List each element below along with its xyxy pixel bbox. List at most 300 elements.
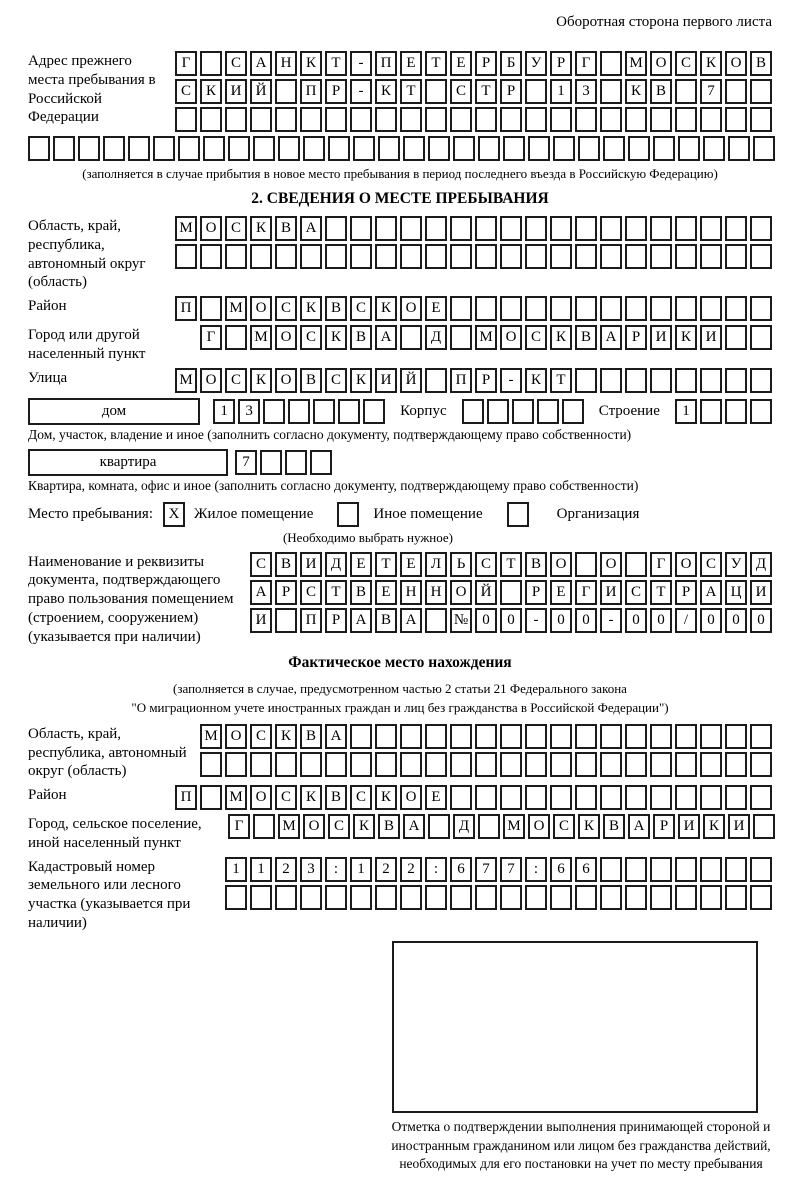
- char-cell[interactable]: [675, 885, 697, 910]
- char-cell[interactable]: [400, 107, 422, 132]
- char-cell[interactable]: [500, 724, 522, 749]
- char-cell[interactable]: [425, 724, 447, 749]
- char-cell[interactable]: В: [350, 325, 372, 350]
- char-cell[interactable]: [625, 296, 647, 321]
- char-cell[interactable]: [503, 136, 525, 161]
- char-cell[interactable]: К: [200, 79, 222, 104]
- char-cell[interactable]: [500, 107, 522, 132]
- char-cell[interactable]: [313, 399, 335, 424]
- char-cell[interactable]: [53, 136, 75, 161]
- char-cell[interactable]: [475, 296, 497, 321]
- char-cell[interactable]: [453, 136, 475, 161]
- char-cell[interactable]: [600, 296, 622, 321]
- char-cell[interactable]: С: [553, 814, 575, 839]
- char-cell[interactable]: С: [450, 79, 472, 104]
- char-cell[interactable]: Р: [653, 814, 675, 839]
- char-cell[interactable]: [200, 244, 222, 269]
- char-cell[interactable]: [525, 296, 547, 321]
- char-cell[interactable]: И: [750, 580, 772, 605]
- char-cell[interactable]: [350, 244, 372, 269]
- char-cell[interactable]: [575, 552, 597, 577]
- char-cell[interactable]: [253, 814, 275, 839]
- char-cell[interactable]: [425, 368, 447, 393]
- char-cell[interactable]: Д: [453, 814, 475, 839]
- char-cell[interactable]: [625, 857, 647, 882]
- char-cell[interactable]: [450, 244, 472, 269]
- char-cell[interactable]: [600, 107, 622, 132]
- char-cell[interactable]: 0: [650, 608, 672, 633]
- char-cell[interactable]: [425, 244, 447, 269]
- char-cell[interactable]: Е: [400, 51, 422, 76]
- char-cell[interactable]: [310, 450, 332, 475]
- char-cell[interactable]: [250, 752, 272, 777]
- char-cell[interactable]: [725, 724, 747, 749]
- char-cell[interactable]: [375, 724, 397, 749]
- char-cell[interactable]: Й: [250, 79, 272, 104]
- char-cell[interactable]: А: [250, 580, 272, 605]
- char-cell[interactable]: [675, 107, 697, 132]
- char-cell[interactable]: [600, 244, 622, 269]
- char-cell[interactable]: [200, 296, 222, 321]
- char-cell[interactable]: [675, 79, 697, 104]
- char-cell[interactable]: Г: [200, 325, 222, 350]
- char-cell[interactable]: Е: [375, 580, 397, 605]
- char-cell[interactable]: [300, 752, 322, 777]
- char-cell[interactable]: [475, 785, 497, 810]
- char-cell[interactable]: С: [175, 79, 197, 104]
- char-cell[interactable]: [350, 724, 372, 749]
- char-cell[interactable]: [475, 752, 497, 777]
- char-cell[interactable]: [225, 244, 247, 269]
- char-cell[interactable]: [725, 79, 747, 104]
- char-cell[interactable]: [753, 814, 775, 839]
- char-cell[interactable]: [275, 244, 297, 269]
- char-cell[interactable]: С: [250, 724, 272, 749]
- char-cell[interactable]: [750, 785, 772, 810]
- char-cell[interactable]: [250, 107, 272, 132]
- char-cell[interactable]: [400, 885, 422, 910]
- char-cell[interactable]: [512, 399, 534, 424]
- document-row-3[interactable]: [250, 608, 772, 633]
- char-cell[interactable]: 2: [275, 857, 297, 882]
- char-cell[interactable]: В: [525, 552, 547, 577]
- char-cell[interactable]: [528, 136, 550, 161]
- char-cell[interactable]: М: [175, 368, 197, 393]
- char-cell[interactable]: [375, 885, 397, 910]
- char-cell[interactable]: [288, 399, 310, 424]
- house-number-cells[interactable]: [213, 399, 385, 424]
- char-cell[interactable]: О: [500, 325, 522, 350]
- char-cell[interactable]: [400, 752, 422, 777]
- actual-district-row[interactable]: [175, 785, 772, 810]
- char-cell[interactable]: [425, 608, 447, 633]
- char-cell[interactable]: Е: [425, 296, 447, 321]
- char-cell[interactable]: [725, 368, 747, 393]
- char-cell[interactable]: И: [300, 552, 322, 577]
- char-cell[interactable]: О: [225, 724, 247, 749]
- char-cell[interactable]: [275, 79, 297, 104]
- char-cell[interactable]: [325, 885, 347, 910]
- char-cell[interactable]: [78, 136, 100, 161]
- char-cell[interactable]: В: [300, 724, 322, 749]
- char-cell[interactable]: [675, 216, 697, 241]
- char-cell[interactable]: [575, 368, 597, 393]
- cadastral-row-2[interactable]: [225, 885, 772, 910]
- char-cell[interactable]: [525, 244, 547, 269]
- char-cell[interactable]: К: [700, 51, 722, 76]
- char-cell[interactable]: 1: [213, 399, 235, 424]
- char-cell[interactable]: [500, 216, 522, 241]
- char-cell[interactable]: [300, 244, 322, 269]
- char-cell[interactable]: [650, 752, 672, 777]
- region-row-1[interactable]: [175, 216, 772, 241]
- cadastral-row-1[interactable]: [225, 857, 772, 882]
- char-cell[interactable]: К: [300, 296, 322, 321]
- char-cell[interactable]: А: [300, 216, 322, 241]
- char-cell[interactable]: [478, 136, 500, 161]
- char-cell[interactable]: [725, 325, 747, 350]
- char-cell[interactable]: С: [275, 296, 297, 321]
- char-cell[interactable]: [200, 785, 222, 810]
- char-cell[interactable]: В: [350, 580, 372, 605]
- char-cell[interactable]: 3: [300, 857, 322, 882]
- char-cell[interactable]: [450, 325, 472, 350]
- char-cell[interactable]: С: [350, 296, 372, 321]
- char-cell[interactable]: К: [300, 785, 322, 810]
- char-cell[interactable]: [653, 136, 675, 161]
- char-cell[interactable]: О: [550, 552, 572, 577]
- char-cell[interactable]: М: [475, 325, 497, 350]
- char-cell[interactable]: О: [725, 51, 747, 76]
- char-cell[interactable]: К: [300, 51, 322, 76]
- char-cell[interactable]: П: [175, 296, 197, 321]
- char-cell[interactable]: С: [350, 785, 372, 810]
- char-cell[interactable]: [128, 136, 150, 161]
- char-cell[interactable]: :: [425, 857, 447, 882]
- char-cell[interactable]: [600, 216, 622, 241]
- char-cell[interactable]: 2: [375, 857, 397, 882]
- checkbox-other-premises[interactable]: [337, 502, 359, 527]
- char-cell[interactable]: [725, 216, 747, 241]
- char-cell[interactable]: [625, 785, 647, 810]
- char-cell[interactable]: [200, 752, 222, 777]
- char-cell[interactable]: [575, 244, 597, 269]
- char-cell[interactable]: [253, 136, 275, 161]
- char-cell[interactable]: [175, 244, 197, 269]
- char-cell[interactable]: [550, 107, 572, 132]
- char-cell[interactable]: [550, 724, 572, 749]
- apartment-cells[interactable]: [235, 450, 332, 475]
- city-row[interactable]: [200, 325, 772, 350]
- char-cell[interactable]: И: [678, 814, 700, 839]
- char-cell[interactable]: [338, 399, 360, 424]
- char-cell[interactable]: [325, 107, 347, 132]
- char-cell[interactable]: В: [375, 608, 397, 633]
- char-cell[interactable]: К: [550, 325, 572, 350]
- char-cell[interactable]: Ц: [725, 580, 747, 605]
- char-cell[interactable]: [475, 885, 497, 910]
- char-cell[interactable]: [200, 51, 222, 76]
- char-cell[interactable]: [600, 785, 622, 810]
- char-cell[interactable]: [700, 216, 722, 241]
- char-cell[interactable]: С: [700, 552, 722, 577]
- char-cell[interactable]: С: [225, 216, 247, 241]
- actual-city-row[interactable]: [228, 814, 775, 839]
- char-cell[interactable]: [525, 79, 547, 104]
- char-cell[interactable]: [650, 296, 672, 321]
- char-cell[interactable]: -: [525, 608, 547, 633]
- char-cell[interactable]: О: [250, 296, 272, 321]
- char-cell[interactable]: [525, 216, 547, 241]
- char-cell[interactable]: О: [250, 785, 272, 810]
- char-cell[interactable]: [375, 107, 397, 132]
- char-cell[interactable]: В: [575, 325, 597, 350]
- char-cell[interactable]: Л: [425, 552, 447, 577]
- prev-address-row-3[interactable]: [175, 107, 772, 132]
- char-cell[interactable]: [600, 79, 622, 104]
- char-cell[interactable]: Р: [675, 580, 697, 605]
- actual-region-row-1[interactable]: [200, 724, 772, 749]
- char-cell[interactable]: 0: [575, 608, 597, 633]
- char-cell[interactable]: О: [650, 51, 672, 76]
- char-cell[interactable]: №: [450, 608, 472, 633]
- char-cell[interactable]: [750, 368, 772, 393]
- char-cell[interactable]: И: [700, 325, 722, 350]
- char-cell[interactable]: [625, 885, 647, 910]
- char-cell[interactable]: П: [175, 785, 197, 810]
- char-cell[interactable]: -: [500, 368, 522, 393]
- char-cell[interactable]: [250, 885, 272, 910]
- char-cell[interactable]: [628, 136, 650, 161]
- char-cell[interactable]: К: [275, 724, 297, 749]
- char-cell[interactable]: [500, 580, 522, 605]
- char-cell[interactable]: 1: [550, 79, 572, 104]
- char-cell[interactable]: 7: [475, 857, 497, 882]
- char-cell[interactable]: [475, 724, 497, 749]
- char-cell[interactable]: [550, 244, 572, 269]
- char-cell[interactable]: [450, 785, 472, 810]
- char-cell[interactable]: [225, 885, 247, 910]
- char-cell[interactable]: [675, 724, 697, 749]
- char-cell[interactable]: [375, 244, 397, 269]
- char-cell[interactable]: [700, 368, 722, 393]
- char-cell[interactable]: [350, 216, 372, 241]
- char-cell[interactable]: [285, 450, 307, 475]
- char-cell[interactable]: [475, 244, 497, 269]
- char-cell[interactable]: [553, 136, 575, 161]
- char-cell[interactable]: [650, 857, 672, 882]
- char-cell[interactable]: [550, 885, 572, 910]
- char-cell[interactable]: [700, 885, 722, 910]
- char-cell[interactable]: [525, 885, 547, 910]
- korpus-cells[interactable]: [462, 399, 584, 424]
- char-cell[interactable]: Т: [325, 580, 347, 605]
- char-cell[interactable]: [500, 885, 522, 910]
- char-cell[interactable]: 0: [750, 608, 772, 633]
- char-cell[interactable]: [750, 399, 772, 424]
- char-cell[interactable]: [300, 107, 322, 132]
- char-cell[interactable]: 6: [550, 857, 572, 882]
- char-cell[interactable]: [750, 244, 772, 269]
- char-cell[interactable]: [350, 885, 372, 910]
- char-cell[interactable]: [363, 399, 385, 424]
- char-cell[interactable]: Р: [275, 580, 297, 605]
- char-cell[interactable]: [450, 296, 472, 321]
- char-cell[interactable]: [600, 368, 622, 393]
- char-cell[interactable]: [375, 216, 397, 241]
- char-cell[interactable]: [250, 244, 272, 269]
- char-cell[interactable]: А: [350, 608, 372, 633]
- char-cell[interactable]: [575, 885, 597, 910]
- char-cell[interactable]: Е: [425, 785, 447, 810]
- char-cell[interactable]: [750, 216, 772, 241]
- char-cell[interactable]: Т: [375, 552, 397, 577]
- char-cell[interactable]: [725, 885, 747, 910]
- char-cell[interactable]: [263, 399, 285, 424]
- char-cell[interactable]: М: [503, 814, 525, 839]
- char-cell[interactable]: К: [353, 814, 375, 839]
- prev-address-row-4[interactable]: [28, 136, 772, 161]
- char-cell[interactable]: [575, 752, 597, 777]
- char-cell[interactable]: [525, 724, 547, 749]
- char-cell[interactable]: [403, 136, 425, 161]
- checkbox-organization[interactable]: [507, 502, 529, 527]
- char-cell[interactable]: 1: [250, 857, 272, 882]
- char-cell[interactable]: С: [325, 368, 347, 393]
- char-cell[interactable]: [600, 51, 622, 76]
- char-cell[interactable]: К: [578, 814, 600, 839]
- char-cell[interactable]: Н: [425, 580, 447, 605]
- char-cell[interactable]: [625, 216, 647, 241]
- char-cell[interactable]: [487, 399, 509, 424]
- char-cell[interactable]: [750, 752, 772, 777]
- char-cell[interactable]: [725, 785, 747, 810]
- region-row-2[interactable]: [175, 244, 772, 269]
- char-cell[interactable]: [225, 325, 247, 350]
- char-cell[interactable]: Т: [400, 79, 422, 104]
- char-cell[interactable]: [275, 608, 297, 633]
- char-cell[interactable]: [700, 107, 722, 132]
- char-cell[interactable]: [725, 107, 747, 132]
- char-cell[interactable]: [178, 136, 200, 161]
- char-cell[interactable]: 0: [550, 608, 572, 633]
- char-cell[interactable]: [550, 296, 572, 321]
- char-cell[interactable]: А: [250, 51, 272, 76]
- char-cell[interactable]: Р: [525, 580, 547, 605]
- checkbox-residential[interactable]: X: [163, 502, 185, 527]
- char-cell[interactable]: [750, 325, 772, 350]
- char-cell[interactable]: [625, 724, 647, 749]
- char-cell[interactable]: О: [600, 552, 622, 577]
- char-cell[interactable]: :: [325, 857, 347, 882]
- char-cell[interactable]: [575, 724, 597, 749]
- char-cell[interactable]: М: [625, 51, 647, 76]
- char-cell[interactable]: Е: [550, 580, 572, 605]
- char-cell[interactable]: Е: [450, 51, 472, 76]
- char-cell[interactable]: [728, 136, 750, 161]
- char-cell[interactable]: М: [200, 724, 222, 749]
- char-cell[interactable]: Т: [475, 79, 497, 104]
- char-cell[interactable]: [425, 107, 447, 132]
- char-cell[interactable]: И: [728, 814, 750, 839]
- char-cell[interactable]: Г: [175, 51, 197, 76]
- char-cell[interactable]: [450, 885, 472, 910]
- char-cell[interactable]: [600, 752, 622, 777]
- char-cell[interactable]: О: [675, 552, 697, 577]
- char-cell[interactable]: Н: [275, 51, 297, 76]
- char-cell[interactable]: 0: [500, 608, 522, 633]
- char-cell[interactable]: [500, 752, 522, 777]
- char-cell[interactable]: [678, 136, 700, 161]
- char-cell[interactable]: В: [325, 296, 347, 321]
- char-cell[interactable]: С: [300, 325, 322, 350]
- char-cell[interactable]: Б: [500, 51, 522, 76]
- char-cell[interactable]: 6: [575, 857, 597, 882]
- char-cell[interactable]: 0: [625, 608, 647, 633]
- char-cell[interactable]: М: [175, 216, 197, 241]
- char-cell[interactable]: [625, 107, 647, 132]
- char-cell[interactable]: К: [375, 79, 397, 104]
- char-cell[interactable]: [478, 814, 500, 839]
- char-cell[interactable]: -: [600, 608, 622, 633]
- char-cell[interactable]: О: [303, 814, 325, 839]
- char-cell[interactable]: К: [250, 368, 272, 393]
- char-cell[interactable]: [600, 724, 622, 749]
- char-cell[interactable]: С: [675, 51, 697, 76]
- char-cell[interactable]: С: [525, 325, 547, 350]
- char-cell[interactable]: [675, 244, 697, 269]
- char-cell[interactable]: 3: [238, 399, 260, 424]
- char-cell[interactable]: [28, 136, 50, 161]
- char-cell[interactable]: П: [300, 79, 322, 104]
- char-cell[interactable]: [675, 857, 697, 882]
- char-cell[interactable]: [500, 244, 522, 269]
- char-cell[interactable]: [753, 136, 775, 161]
- char-cell[interactable]: С: [225, 51, 247, 76]
- char-cell[interactable]: А: [325, 724, 347, 749]
- char-cell[interactable]: [275, 885, 297, 910]
- char-cell[interactable]: [700, 399, 722, 424]
- char-cell[interactable]: [425, 79, 447, 104]
- char-cell[interactable]: [550, 216, 572, 241]
- char-cell[interactable]: К: [525, 368, 547, 393]
- char-cell[interactable]: К: [703, 814, 725, 839]
- char-cell[interactable]: Н: [400, 580, 422, 605]
- char-cell[interactable]: [400, 724, 422, 749]
- char-cell[interactable]: [300, 885, 322, 910]
- char-cell[interactable]: К: [375, 296, 397, 321]
- stroenie-cells[interactable]: [675, 399, 772, 424]
- char-cell[interactable]: В: [603, 814, 625, 839]
- char-cell[interactable]: [537, 399, 559, 424]
- char-cell[interactable]: [750, 724, 772, 749]
- char-cell[interactable]: [200, 107, 222, 132]
- char-cell[interactable]: И: [650, 325, 672, 350]
- char-cell[interactable]: [425, 216, 447, 241]
- char-cell[interactable]: П: [375, 51, 397, 76]
- char-cell[interactable]: В: [750, 51, 772, 76]
- char-cell[interactable]: А: [600, 325, 622, 350]
- char-cell[interactable]: [500, 785, 522, 810]
- char-cell[interactable]: [275, 752, 297, 777]
- char-cell[interactable]: [450, 724, 472, 749]
- char-cell[interactable]: Г: [650, 552, 672, 577]
- char-cell[interactable]: О: [200, 368, 222, 393]
- char-cell[interactable]: [400, 216, 422, 241]
- char-cell[interactable]: 3: [575, 79, 597, 104]
- char-cell[interactable]: Е: [400, 552, 422, 577]
- char-cell[interactable]: [450, 216, 472, 241]
